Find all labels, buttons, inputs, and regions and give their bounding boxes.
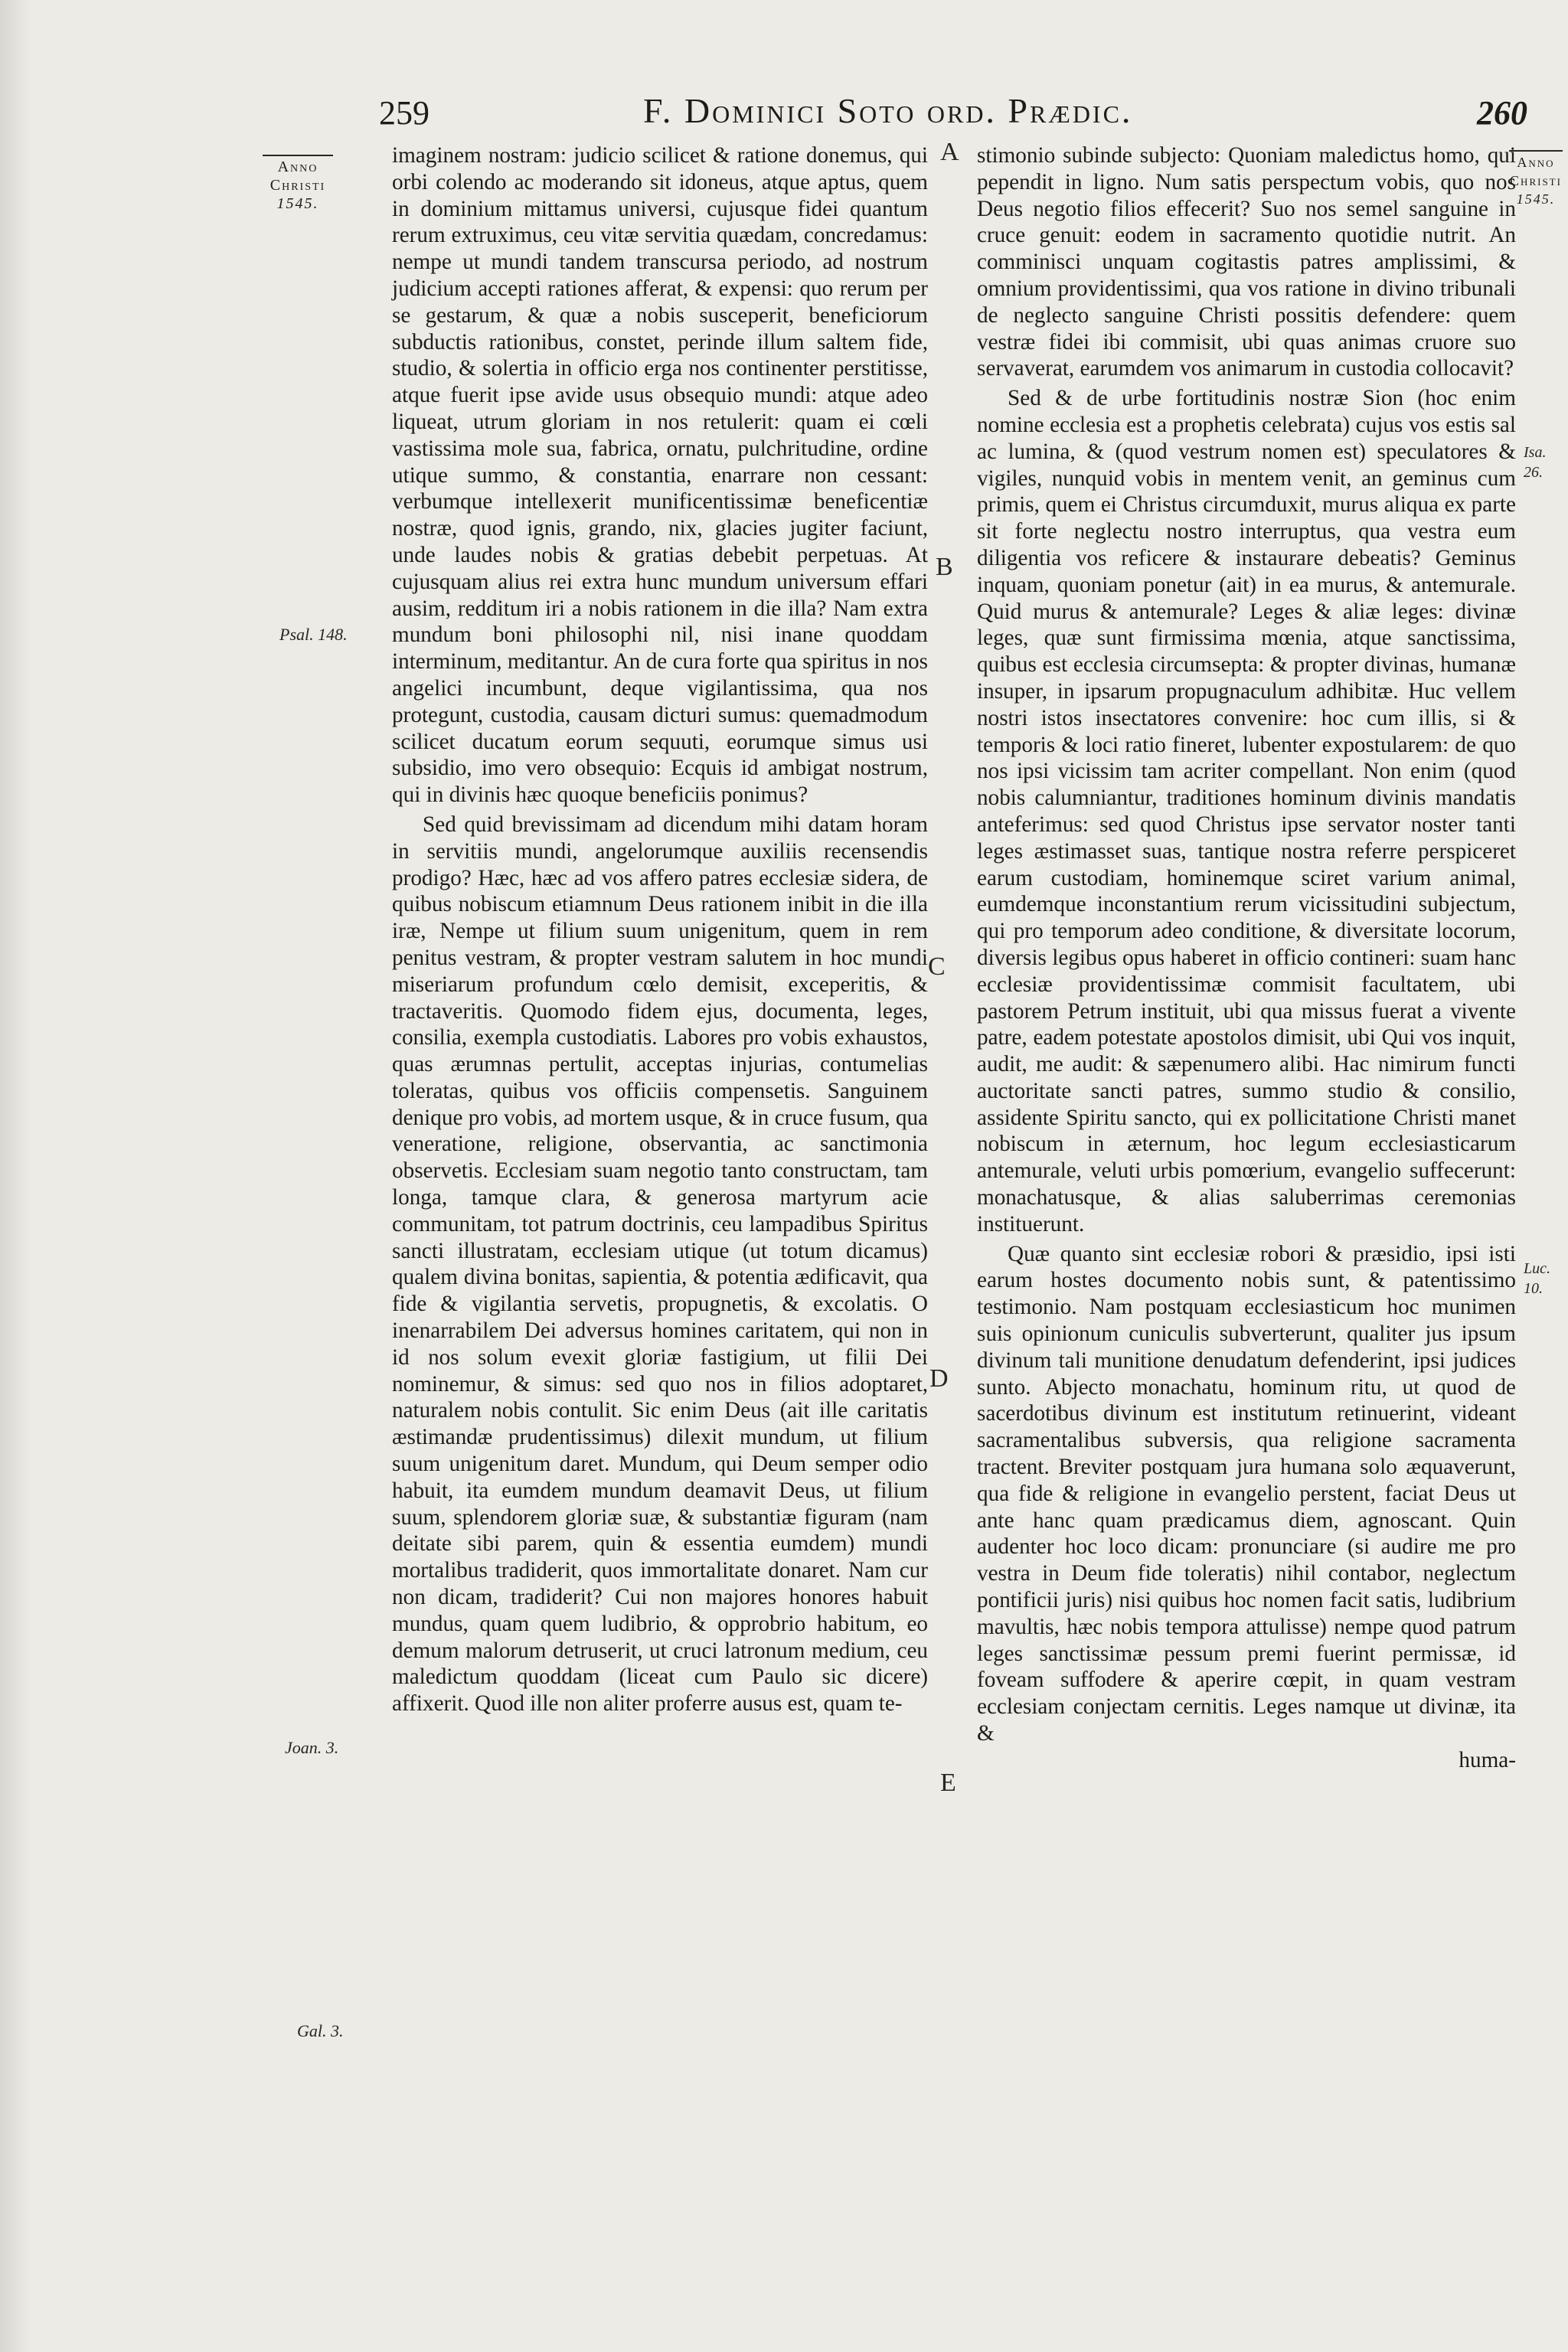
anno-line: Anno [277,158,318,175]
page-number-left: 259 [379,94,430,132]
anno-line: Anno [1517,155,1555,170]
anno-rule [263,155,333,156]
margin-note-john: Joan. 3. [285,1738,339,1757]
margin-note-psalm: Psal. 148. [279,625,348,644]
catchword: huma- [1459,1747,1516,1772]
section-letter-d: D [929,1364,949,1393]
paragraph: Sed & de urbe fortitudinis nostræ Sion (hoc enim nomine ecclesia est a prophetis celebrata) cujus vos estis sal ac lumina, & (quod vestrum nomen est) speculatores & vigiles, nunquid vobis in mentem venit, an geminus cum primis, quem ei Christus circumduxit, murus aliqua ex parte sit forte neglectu nostro interruptus, qua vestra eum diligentia vos reficere & instaurare debeatis? Geminus inquam, quoniam ponetur (ait) in ea murus, & antemurale. Quid murus & antemurale? Leges & aliæ leges: divinæ leges, quæ sunt firmissima mœnia, atque sanctissima, quibus est ecclesia circumsepta: & propter divinas, humanæ insuper, in ipsarum propugnaculum adhibitæ. Huc vellem nostri istos insectatores convenire: hoc cum illis, si & temporis & loci ratio fineret, lubenter expostularem: de quo nos ipsi vicissim tam acriter compellant. Non enim (quod nobis calumniantur, traditiones hominum divinis mandatis anteferimus: sed quod Christus ipse servator noster tanti leges æstimasset suas, tantique nostra referre perspiceret earum custodiam, hominemque sciret varium animal, eumdemque inconstantium rerum vicissitudini subjectum, qui pro temporum adeo conditione, & diversitate locorum, diversis legibus opus haberet in officio contineri: suam hanc ecclesiæ providentissimæ commisit facultatem, ubi pastorem Petrum instituit, ubi qua missus fuerat a vivente patre, eadem potestate apostolos dimisit, ubi Qui vos inquit, audit, me audit: & sæpenumero alibi. Hac nimirum functi auctoritate sancti patres, summo studio & consilio, assidente Spiritu sancto, qui ex pollicitatione Christi manet nobiscum in æternum, hoc legum ecclesiasticarum antemurale, veluti urbis pomœrium, evangelio suffecerunt: monachatusque, & alias saluberrimas ceremonias instituerunt. [977,386,1516,1236]
section-letter-a: A [940,138,959,166]
page-edge [0,0,31,2352]
paragraph: stimonio subinde subjecto: Quoniam maledictus homo, qui pependit in ligno. Num satis perspectum vobis, quo nos Deus negotio filios effecerit? Suo nos semel sanguine in cruce genuit: eodem in sacramento quotidie nutrit. An comminisci unquam cogitastis patres amplissimi, & omnium providentissimi, qua vos ratione in divino tribunali de neglecto sanguine Christi possitis defendere: quem vestræ fidei ibi commisit, ubi quas animas cruore suo servaverat, earumdem vos animarum in custodia collocavit? [977,143,1516,381]
paragraph: Quæ quanto sint ecclesiæ robori & præsidio, ipsi isti earum hostes documento nobis sunt, & patentissimo testimonio. Nam postquam ecclesiasticum hoc munimen suis opinionum cuniculis subverterunt, qualiter jus ipsum divinum tali munitione denudatum defenderint, ipsi judices sunto. Abjecto monachatu, hominum ritu, ut quod de sacerdotibus divinum est institutum retinuerint, videant sacramentalibus subversis, qua religione sacramenta tractent. Breviter postquam jura humana solo æquaverunt, qua fide & religione in evangelio perstent, faciat Deus ut ante hanc quam prædicamus diem, agnoscant. Quin audenter hoc loco dicam: pronunciare (si audire me pro vestra in Deum fide toleratis) nihil contabor, neglectum pontificii juris) nisi quibus hoc nomen facit satis, ludibrium mavultis, hæc nobis tempora attulisse) nempe quod patrum leges sanctissimæ pessum premi fuerint permissæ, id foveam suffodere & aperire cœpit, in quam vestram ecclesiam conjectam cernitis. Leges namque ut divinæ, ita & [977,1241,1516,1746]
anno-year: 1545. [1516,191,1556,207]
paragraph: imaginem nostram: judicio scilicet & ratione donemus, qui orbi colendo ac moderando sit idoneus, atque aptus, quem in dominium mittamus universi, cujusque fidei quantum rerum extruximus, ceu vitæ servitia quædam, concredamus: nempe ut mundi tandem transcursa periodo, ad nostrum judicium accepti rationes afferat, & expensi: quo rerum per se gestarum, & quæ a nobis susceperit, beneficiorum subductis rationibus, constet, perinde illum saltem fide, studio, & solertia in officio erga nos continenter perstitisse, atque fuerit ipse avide usus obsequio mundi: atque adeo liqueat, utrum gloriam in nos retulerit: quam ei cœli vastissima mole sua, fabrica, ornatu, pulchritudine, ordine utique summo, & constantia, enarrare non cessant: verbumque intellexerit munificentissimæ beneficentiæ nostræ, quod ignis, grando, nix, glacies jugiter faciunt, unde laudes nobis & gratias debebit perpetuas. At cujusquam alius rei extra hunc mundum universum effari ausim, redditum iri a nobis rationem in die illa? Nam extra mundum boni philosophi nil, nisi inane quoddam interminum, meditantur. An de cura forte qua spiritus in nos angelici incumbunt, deque vigilantissima, qua nos protegunt, custodia, causam dicturi sumus: quemadmodum scilicet ducatum eorum sequuti, eorumque simus usi subsidio, imo vero obsequio: Ecquis id ambigat nostrum, qui in divinis hæc quoque beneficiis ponimus? [392,143,928,808]
running-title: F. Dominici Soto ord. Prædic. [643,91,1133,130]
text-column-right [977,142,1516,1774]
anno-year: 1545. [276,195,319,212]
anno-christi-left [256,155,339,213]
anno-rule [1509,150,1563,152]
margin-note-galatians: Gal. 3. [297,2021,344,2040]
text-column-left [392,142,928,1717]
section-letter-e: E [940,1769,956,1797]
margin-note-luke: Luc. 10. [1524,1260,1550,1297]
anno-line: Christi [270,177,326,194]
paragraph: Sed quid brevissimam ad dicendum mihi datam horam in servitiis mundi, angelorumque auxiliis recensendis prodigo? Hæc, hæc ad vos affero patres ecclesiæ sidera, de quibus nobiscum etiamnum Deus rationem inibit in die illa iræ, Nempe ut filium suum unigenitum, quem in rem penitus vestram, & propter vestram salutem in hoc mundi miseriarum profundum cœlo demisit, exceperitis, & tractaveritis. Quomodo fidem ejus, documenta, leges, consilia, exempla custodiatis. Labores pro vobis exhaustos, quas ærumnas pertulit, acceptas injurias, contumelias toleratas, quibus vos officiis compensetis. Sanguinem denique pro vobis, ad mortem usque, & in cruce fusum, qua veneratione, religione, observantia, ac sanctimonia observetis. Ecclesiam suam negotio tanto constructam, tam longa, tamque clara, & generosa martyrum acie communitam, tot patrum doctrinis, ceu lampadibus Spiritus sancti illustratam, ecclesiam utique (ut totum dicamus) qualem divina bonitas, sapientia, & potentia ædificavit, qua fide & vigilantia servetis, propugnetis, & excolatis. O inenarrabilem Dei adversus homines caritatem, qui non in id nos solum evexit gloriæ fastigium, ut filii Dei nominemur, & simus: sed quo nos in filios adoptaret, naturalem nobis contulit. Sic enim Deus (ait ille caritatis æstimandæ prudentissimus) dilexit mundum, ut filium suum unigenitum daret. Mundum, qui Deum semper odio habuit, ita eumdem mundum deamavit Deus, ut filium suum, splendorem gloriæ suæ, & substantiæ figuram (nam deitate sibi parem, quin & essentia eumdem) mundi mortalibus tradiderit, quos immortalitate donaret. Nam cur non dicam, tradiderit? Cui non majores honores habuit mundus, quam quem ludibrio, & opprobrio habitum, eo demum malorum detruserit, ut cruci latronum medium, ceu maledictum quoddam (liceat cum Paulo sic dicere) affixerit. Quod ille non aliter proferre ausus est, quam te- [392,812,928,1717]
section-letter-b: B [936,553,953,581]
running-header [379,90,1527,136]
anno-line: Christi [1510,173,1562,188]
section-letter-c: C [928,952,946,981]
margin-note-isaiah: Isa. 26. [1524,444,1547,481]
page-number-right: 260 [1477,94,1527,132]
